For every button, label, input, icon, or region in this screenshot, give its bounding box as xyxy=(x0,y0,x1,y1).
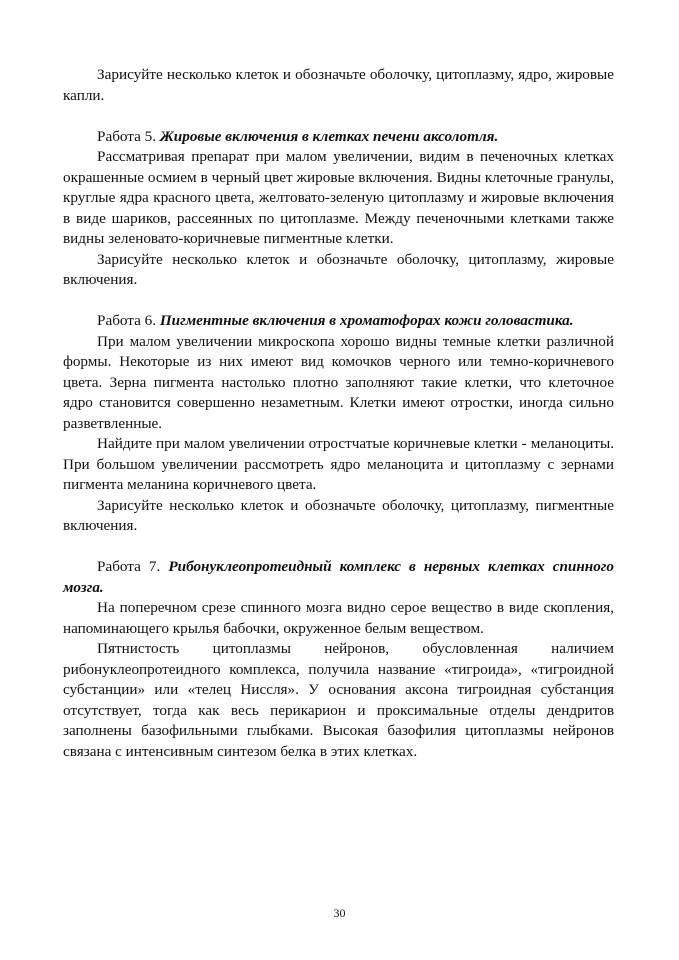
paragraph: Зарисуйте несколько клеток и обозначьте оболочку, цитоплазму, жировые включения. xyxy=(63,250,614,288)
work-5-prefix: Работа 5. xyxy=(97,127,160,145)
paragraph: Найдите при малом увеличении отростчатые коричневые клетки - меланоциты. При большом увеличении рассмотреть ядро меланоцита и цитоплазму с зернами пигмента меланина коричневого цвета. xyxy=(63,435,614,493)
paragraph: Рассматривая препарат при малом увеличении, видим в печеночных клетках окрашенные осмием в черный цвет жировые включения. Видны клеточные гранулы, круглые ядра красного цвета, желтовато-зеленую цитоплазму и жировые включения в виде шариков, рассеянных по цитоплазме. Между печеночными клетками также видны зеленовато-коричневые пигментные клетки. xyxy=(63,148,614,247)
paragraph: На поперечном срезе спинного мозга видно серое вещество в виде скопления, напоминающего крылья бабочки, окруженное белым веществом. xyxy=(63,599,614,637)
page-content xyxy=(63,65,614,762)
paragraph: Зарисуйте несколько клеток и обозначьте оболочку, цитоплазму, ядро, жировые капли. xyxy=(63,66,614,104)
paragraph: При малом увеличении микроскопа хорошо видны темные клетки различной формы. Некоторые из них имеют вид комочков черного или темно-коричневого цвета. Зерна пигмента настолько плотно заполняют такие клетки, что клеточное ядро становится совершенно незаметным. Клетки имеют отростки, иногда сильно разветвленные. xyxy=(63,332,614,432)
page-number: 30 xyxy=(333,906,346,920)
work-7-prefix: Работа 7. xyxy=(97,558,169,575)
work-5-heading xyxy=(63,127,614,148)
spacer xyxy=(63,106,614,127)
paragraph: Зарисуйте несколько клеток и обозначьте оболочку, цитоплазму, пигментные включения. xyxy=(63,496,614,534)
work-7-heading xyxy=(63,557,614,598)
spacer xyxy=(63,291,614,312)
work-6-heading xyxy=(63,311,614,332)
work-5-title: Жировые включения в клетках печени аксолотля. xyxy=(159,127,499,145)
work-6-prefix: Работа 6. xyxy=(97,312,160,329)
paragraph: Пятнистость цитоплазмы нейронов, обусловленная наличием рибонуклеопротеидного комплекса, получила название «тигроида», «тигроидной субстанции» или «телец Ниссля». У основания аксона тигроидная субстанция отсутствует, тогда как весь перикарион и проксимальные отделы дендритов заполнены базофильными глыбками. Высокая базофилия цитоплазмы нейронов связана с интенсивным синтезом белка в этих клетках. xyxy=(63,640,614,760)
work-7-title: Рибонуклеопротеидный комплекс в нервных клетках спинного мозга. xyxy=(63,558,614,596)
spacer xyxy=(63,537,614,558)
work-6-title: Пигментные включения в хроматофорах кожи головастика. xyxy=(159,312,574,329)
